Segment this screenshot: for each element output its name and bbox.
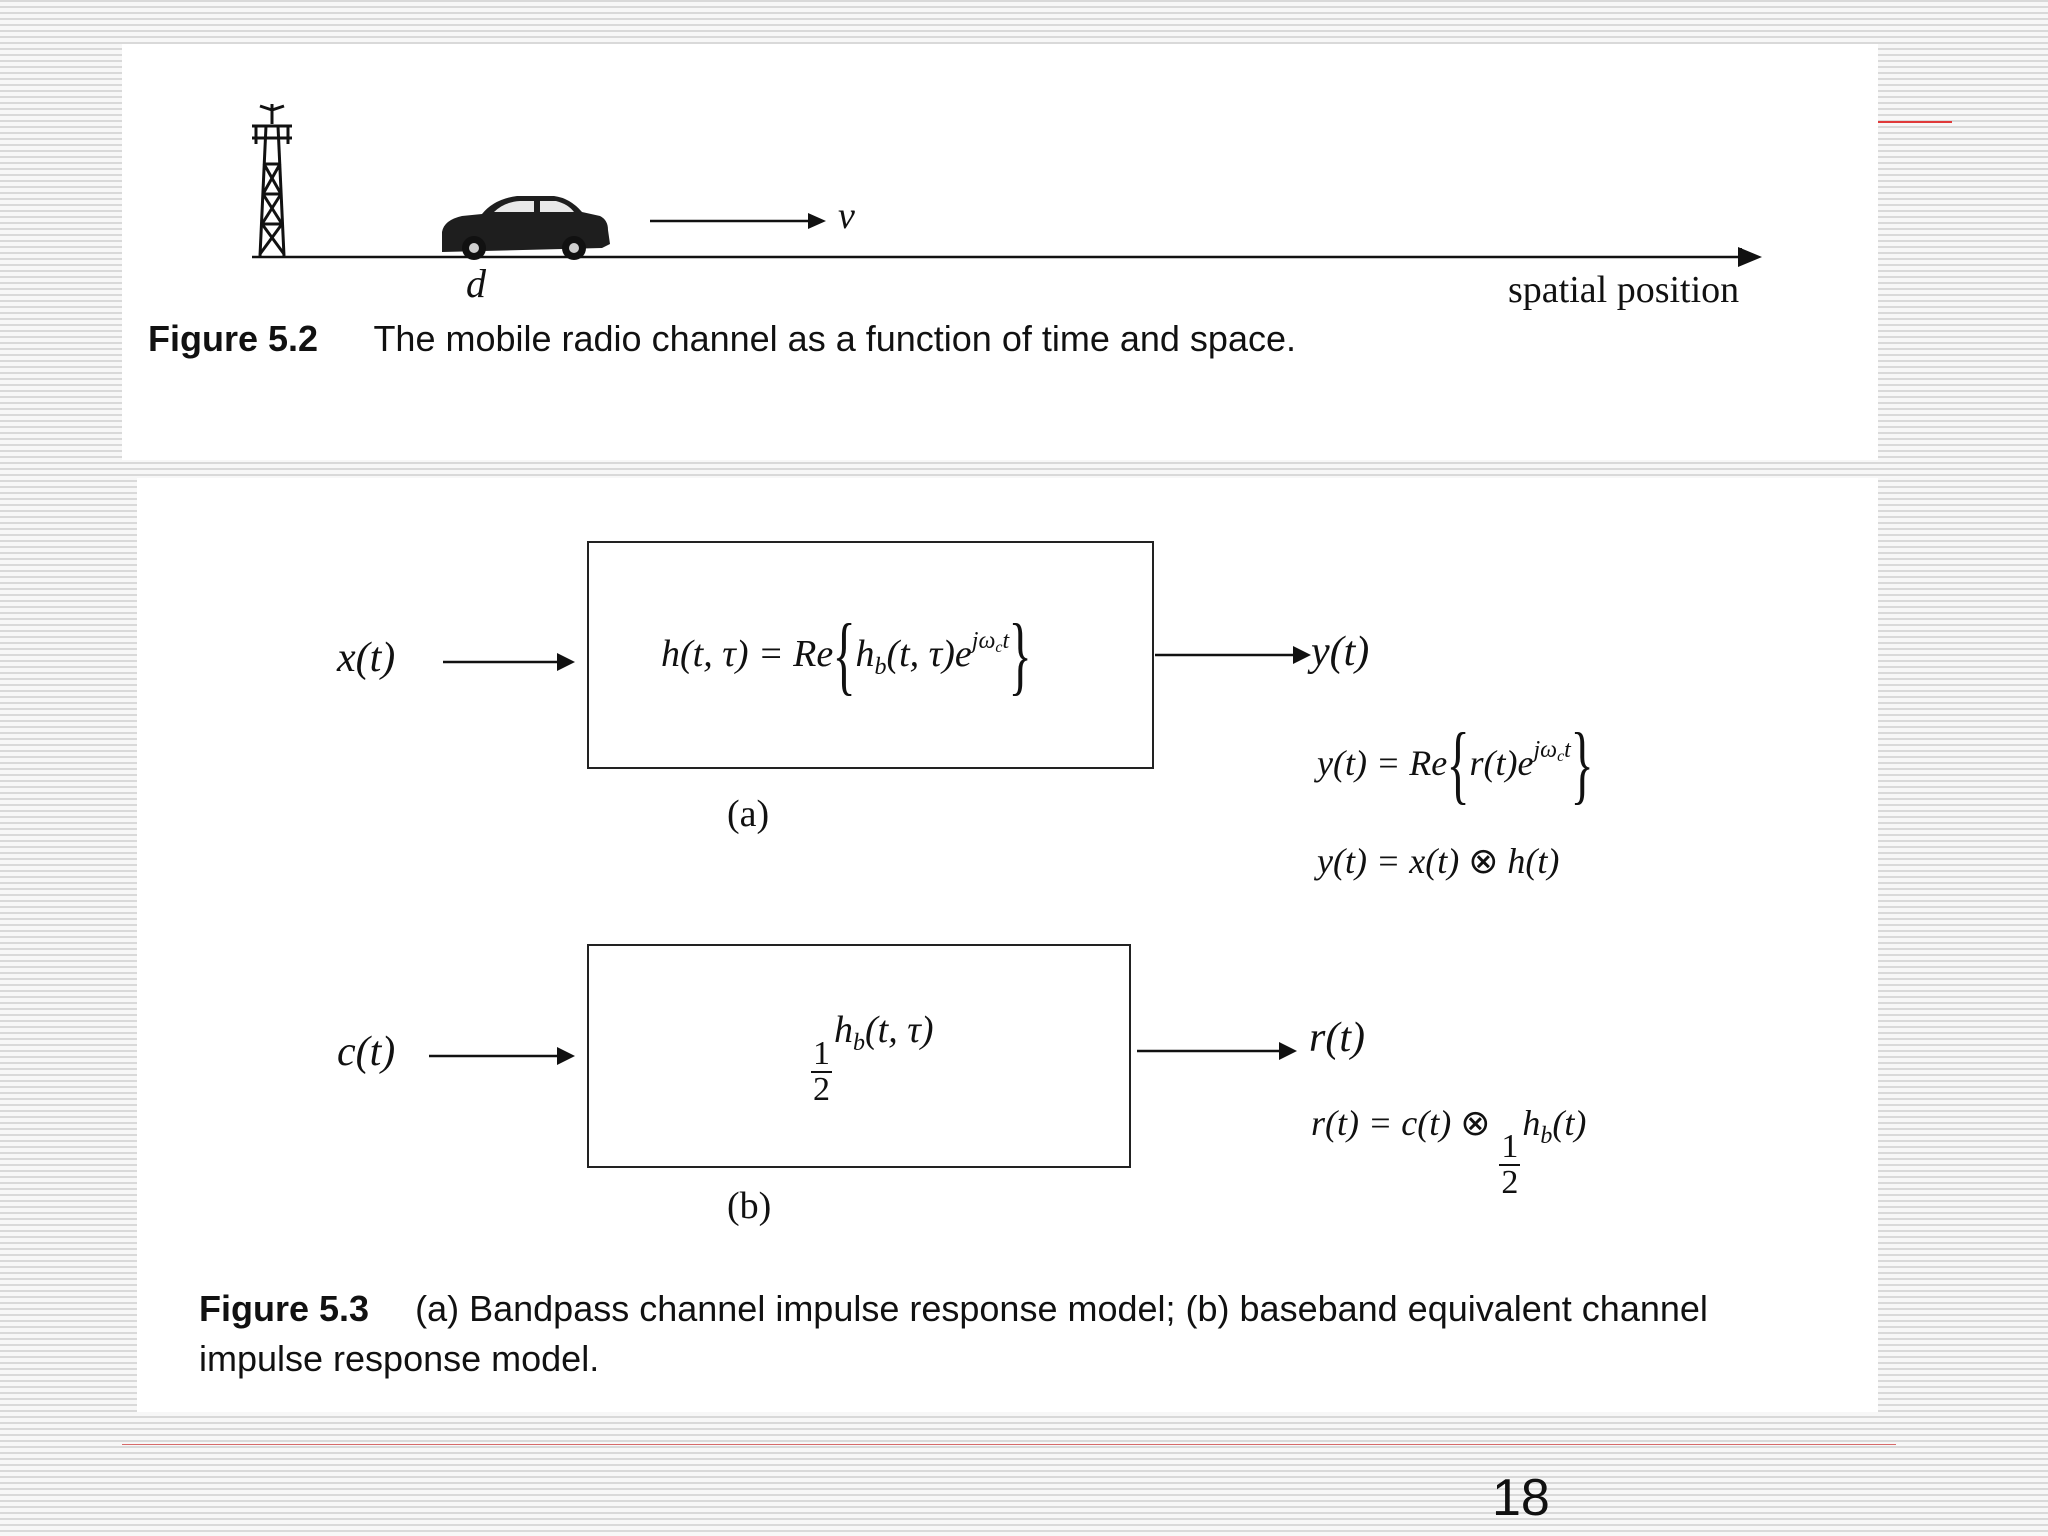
figure-5-2-caption-text: The mobile radio channel as a function of time and space. (373, 318, 1296, 359)
figure-5-3-caption-line-1 (199, 1284, 1708, 1334)
part-b-tag: (b) (727, 1185, 772, 1227)
arrow-r-output (1137, 1042, 1297, 1060)
baseband-impulse-formula: $\frac{1}{2}$ $h_b(t$, τ) (813, 1009, 934, 1108)
figure-5-3-caption (199, 1284, 1708, 1384)
label-v: v (838, 195, 855, 237)
figure-5-2-caption (148, 318, 1296, 360)
signal-y-label: y(t) (1311, 629, 1370, 675)
bandpass-channel-box (587, 541, 1154, 769)
bandpass-impulse-formula: h(t, $\tau) = Re\{h_b(t$, $\tau)e^{j\omega_ct}$} (661, 607, 1032, 704)
car-icon (442, 196, 610, 260)
y-convolution-formula: y(t) = x(t) ⊗ h(t) (1317, 841, 1560, 881)
figure-5-3-caption-text: (a) Bandpass channel impulse response model; (b) baseband equivalent channel (415, 1288, 1708, 1329)
page-number: 18 (1492, 1469, 1550, 1527)
arrow-c-input (429, 1047, 575, 1065)
velocity-arrow (650, 213, 826, 229)
accent-line-top (1878, 121, 1952, 123)
part-a-tag: (a) (727, 793, 770, 835)
figure-5-3-panel (137, 478, 1878, 1412)
footer-divider (122, 1444, 1896, 1445)
label-spatial-position: spatial position (1508, 269, 1740, 311)
baseband-channel-box (587, 944, 1131, 1168)
figure-5-3-caption-label: Figure 5.3 (199, 1288, 370, 1329)
figure-5-2-panel (122, 44, 1878, 460)
signal-x-label: x(t) (337, 635, 396, 681)
y-bandpass-formula: $y(t) = Re\{r(t)e^{j\omega_ct}\}$ (1317, 716, 1594, 813)
r-convolution-formula: r(t) = c(t) ⊗ $\frac{1}{2}$ $h_b(t)$ (1311, 1103, 1587, 1201)
signal-r-label: r(t) (1309, 1015, 1365, 1061)
base-station-tower-icon (252, 104, 292, 256)
figure-5-3-caption-line-2: impulse response model. (199, 1338, 600, 1379)
label-d: d (466, 261, 486, 306)
arrow-x-input (443, 653, 575, 671)
figure-5-2-drawing (122, 44, 1878, 460)
arrow-y-output (1155, 646, 1311, 664)
figure-5-2-caption-label: Figure 5.2 (148, 318, 319, 359)
signal-c-label: c(t) (337, 1029, 396, 1075)
